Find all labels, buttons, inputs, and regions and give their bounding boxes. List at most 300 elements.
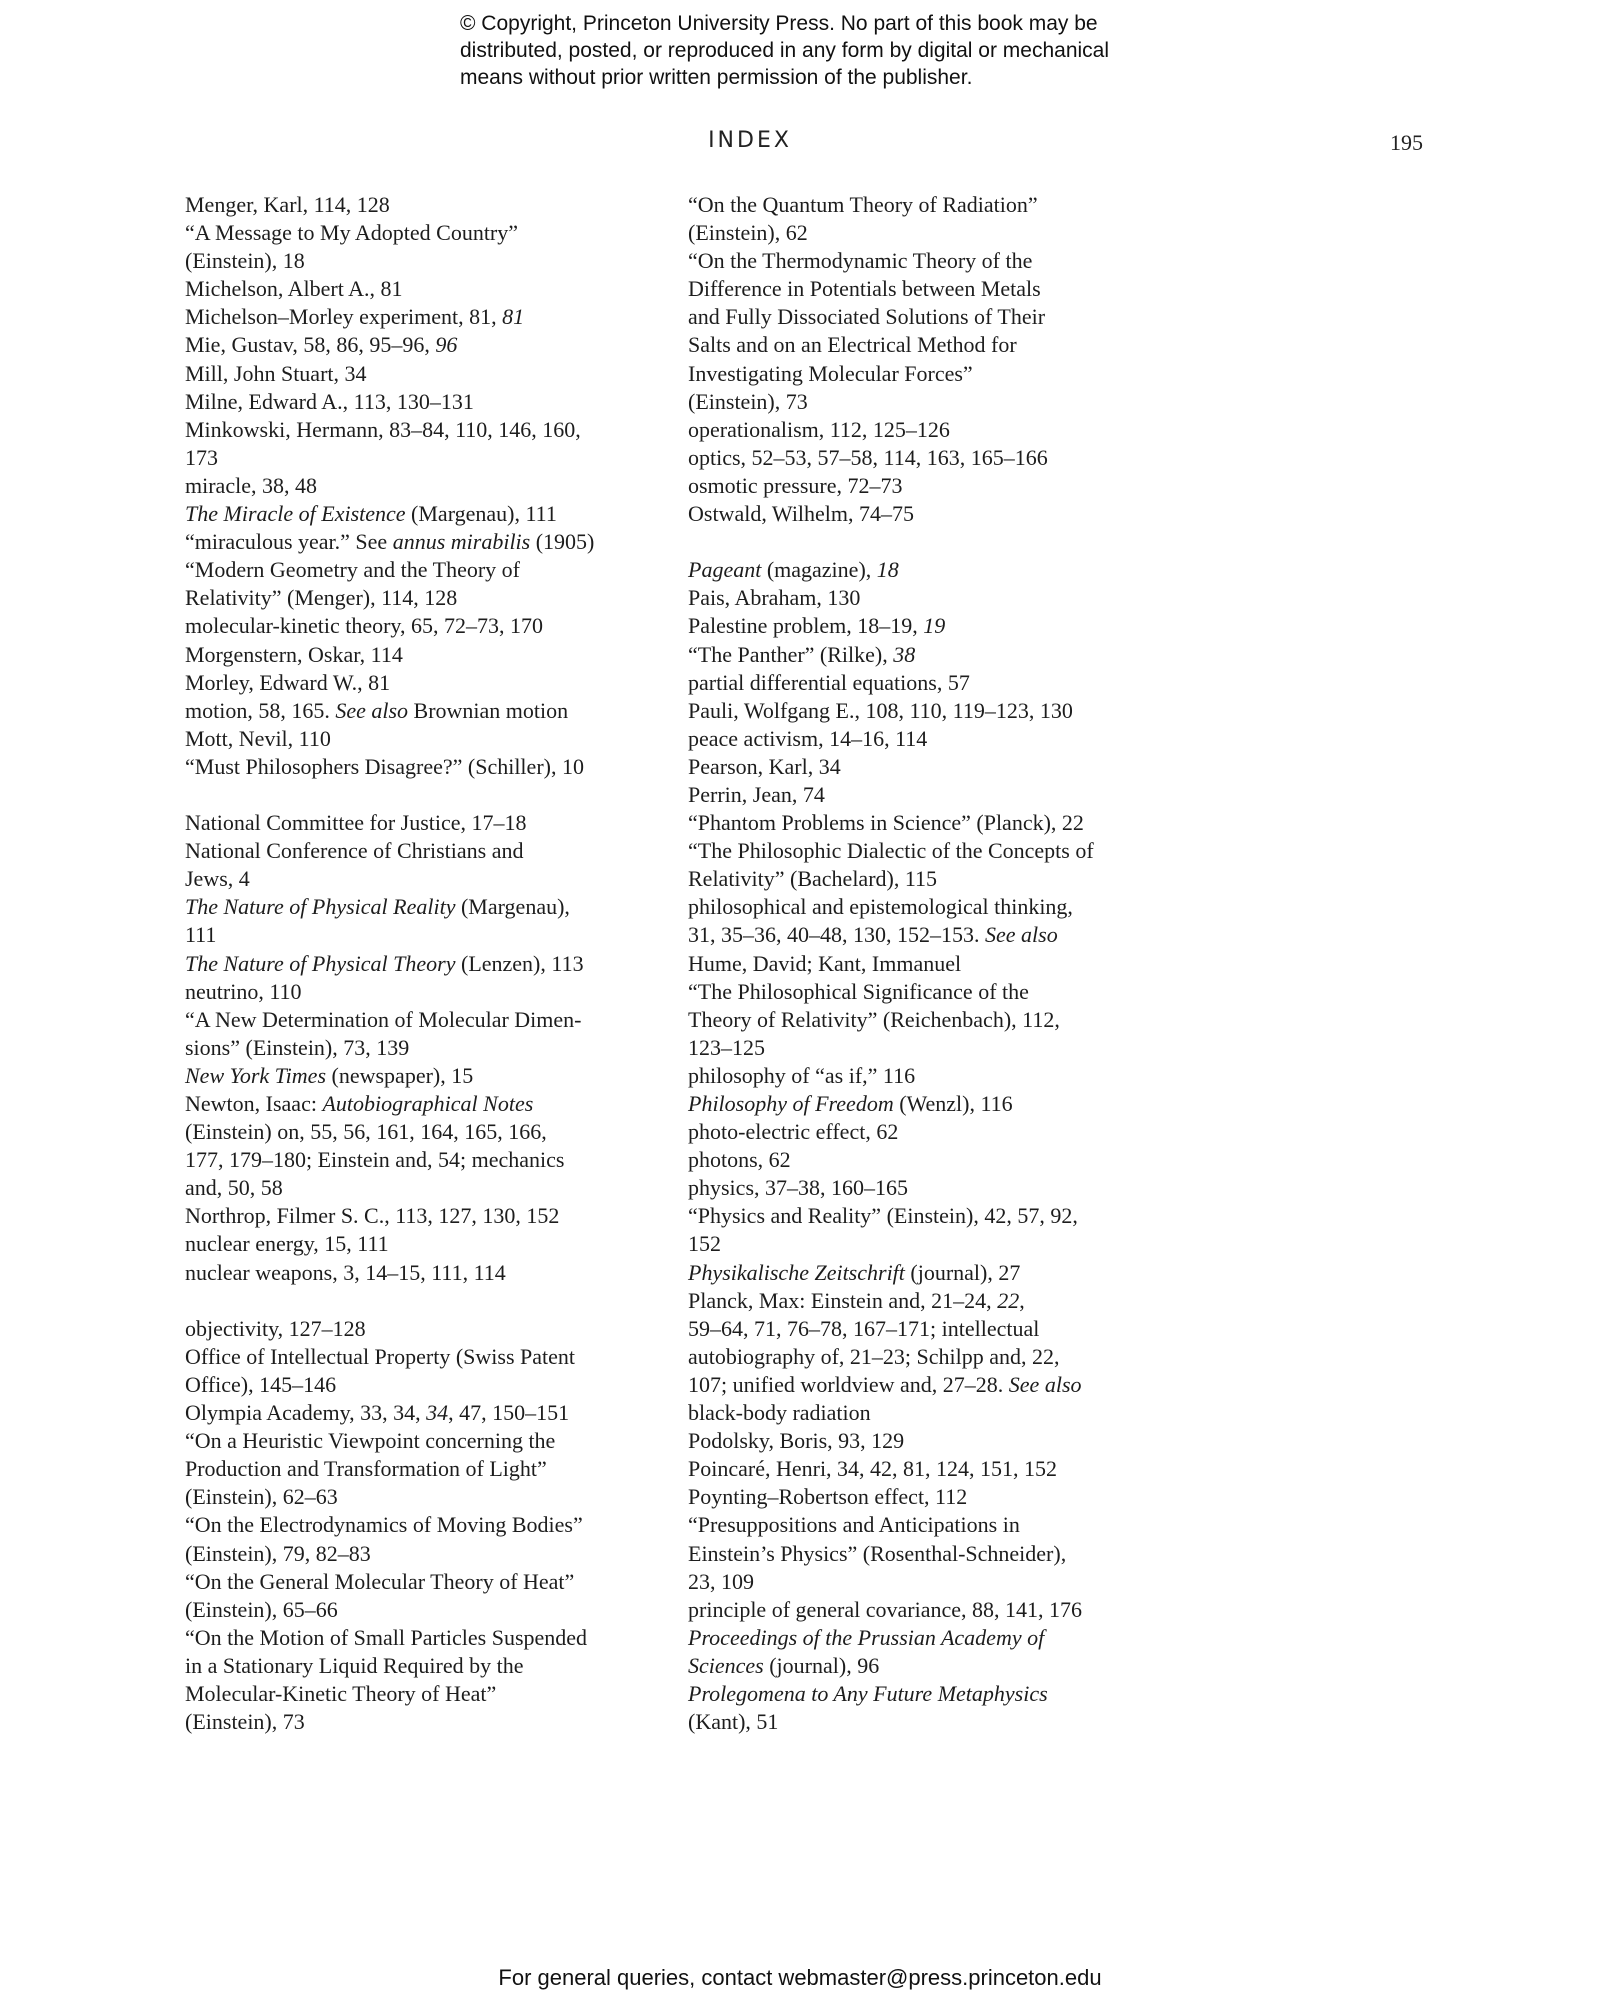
- index-entry-line: [185, 500, 675, 528]
- index-entry: [185, 388, 675, 416]
- entry-text: nuclear weapons, 3, 14–15, 111, 114: [185, 1259, 506, 1285]
- index-entry-line: [185, 1174, 675, 1202]
- index-entry-line: [185, 219, 675, 247]
- index-entry: [688, 1118, 1188, 1146]
- index-entry: [185, 1090, 675, 1202]
- index-entry: [185, 303, 675, 331]
- index-entry-line: [688, 416, 1188, 444]
- index-entry-line: [185, 1568, 675, 1596]
- index-entry-line: [185, 303, 675, 331]
- entry-text: peace activism, 14–16, 114: [688, 725, 928, 751]
- italic-text: The Miracle of Existence: [185, 501, 406, 527]
- index-entry-line: [688, 584, 1188, 612]
- index-entry-line: [185, 1343, 675, 1371]
- entry-text: molecular-kinetic theory, 65, 72–73, 170: [185, 613, 543, 639]
- index-entry: [185, 612, 675, 640]
- index-entry: [185, 416, 675, 472]
- entry-text: Menger, Karl, 114, 128: [185, 192, 390, 217]
- entry-text: “On the General Molecular Theory of Heat”: [185, 1568, 575, 1594]
- entry-text: Relativity” (Menger), 114, 128: [185, 585, 458, 611]
- index-entry-line: [185, 1708, 675, 1736]
- index-entry-line: [185, 247, 675, 275]
- entry-text: (Einstein), 73: [688, 388, 808, 414]
- index-entry: [688, 641, 1188, 669]
- entry-text: “Phantom Problems in Science” (Planck), 22: [688, 810, 1084, 836]
- index-entry: [185, 360, 675, 388]
- entry-text: Mill, John Stuart, 34: [185, 360, 367, 386]
- entry-text: Newton, Isaac:: [185, 1091, 323, 1116]
- index-entry-line: [688, 360, 1188, 388]
- entry-text: nuclear energy, 15, 111: [185, 1231, 389, 1257]
- copyright-line: © Copyright, Princeton University Press. No part of this book may be: [460, 12, 1098, 35]
- index-entry-line: [185, 837, 675, 865]
- index-entry-line: [688, 500, 1188, 528]
- italic-text: See also: [335, 697, 409, 723]
- index-entry: [185, 1259, 675, 1287]
- index-entry-line: [688, 556, 1188, 584]
- entry-text: sions” (Einstein), 73, 139: [185, 1034, 410, 1060]
- entry-text: in a Stationary Liquid Required by the: [185, 1652, 524, 1678]
- index-entry: [688, 1174, 1188, 1202]
- index-entry-line: [185, 978, 675, 1006]
- index-entry-line: [185, 1427, 675, 1455]
- index-entry-line: [185, 893, 675, 921]
- index-entry-line: [688, 1006, 1188, 1034]
- entry-text: (1905): [530, 529, 595, 555]
- index-entry-line: [688, 1146, 1188, 1174]
- italic-text: 19: [923, 613, 946, 639]
- entry-text: Perrin, Jean, 74: [688, 781, 825, 807]
- entry-text: Olympia Academy, 33, 34,: [185, 1400, 427, 1426]
- entry-text: (newspaper), 15: [326, 1062, 474, 1088]
- entry-text: 59–64, 71, 76–78, 167–171; intellectual: [688, 1315, 1040, 1341]
- index-entry-line: [185, 921, 675, 949]
- entry-text: Ostwald, Wilhelm, 74–75: [688, 501, 915, 527]
- index-entry-line: [688, 921, 1188, 949]
- index-entry-line: [688, 1315, 1188, 1343]
- entry-text: Poynting–Robertson effect, 112: [688, 1484, 968, 1510]
- index-entry: [688, 1287, 1188, 1427]
- index-entry-line: [688, 781, 1188, 809]
- entry-text: “On the Electrodynamics of Moving Bodies”: [185, 1512, 583, 1538]
- index-entry: [185, 697, 675, 725]
- index-entry: [688, 472, 1188, 500]
- index-entry-line: [688, 837, 1188, 865]
- index-entry: [185, 809, 675, 837]
- index-entry-line: [688, 191, 1188, 219]
- index-entry: [185, 641, 675, 669]
- index-entry: [688, 416, 1188, 444]
- entry-text: (Kant), 51: [688, 1709, 779, 1735]
- entry-text: objectivity, 127–128: [185, 1315, 366, 1341]
- index-entry-line: [688, 275, 1188, 303]
- entry-text: miracle, 38, 48: [185, 472, 317, 498]
- entry-text: “On the Quantum Theory of Radiation”: [688, 192, 1038, 217]
- index-entry-line: [688, 247, 1188, 275]
- index-entry: [688, 556, 1188, 584]
- index-entry: [688, 837, 1188, 893]
- index-entry: [185, 837, 675, 893]
- index-entry-line: [185, 612, 675, 640]
- index-entry-line: [185, 1680, 675, 1708]
- entry-text: Difference in Potentials between Metals: [688, 276, 1041, 302]
- index-entry-line: [688, 1174, 1188, 1202]
- entry-text: “On the Thermodynamic Theory of the: [688, 248, 1033, 274]
- index-entry: [688, 1455, 1188, 1483]
- index-entry-line: [688, 219, 1188, 247]
- entry-text: black-body radiation: [688, 1400, 871, 1426]
- entry-text: Theory of Relativity” (Reichenbach), 112,: [688, 1006, 1060, 1032]
- entry-text: Mie, Gustav, 58, 86, 95–96,: [185, 332, 436, 358]
- index-entry-line: [688, 1708, 1188, 1736]
- index-entry-line: [185, 388, 675, 416]
- index-entry: [185, 1399, 675, 1427]
- index-entry-line: [688, 1202, 1188, 1230]
- italic-text: Sciences: [688, 1652, 764, 1678]
- index-entry: [688, 584, 1188, 612]
- entry-text: optics, 52–53, 57–58, 114, 163, 165–166: [688, 444, 1048, 470]
- entry-text: neutrino, 110: [185, 978, 302, 1004]
- index-entry-line: [185, 641, 675, 669]
- index-entry: [185, 528, 675, 556]
- entry-text: Northrop, Filmer S. C., 113, 127, 130, 152: [185, 1203, 560, 1229]
- entry-text: motion, 58, 165.: [185, 697, 336, 723]
- footer-contact: For general queries, contact webmaster@press.princeton.edu: [498, 1965, 1102, 1990]
- index-entry: [185, 1315, 675, 1343]
- entry-text: philosophy of “as if,” 116: [688, 1062, 916, 1088]
- index-entry-line: [688, 1455, 1188, 1483]
- entry-text: 152: [688, 1231, 721, 1257]
- index-entry: [185, 1006, 675, 1062]
- entry-text: Podolsky, Boris, 93, 129: [688, 1428, 905, 1454]
- index-entry-line: [185, 1146, 675, 1174]
- entry-text: 123–125: [688, 1034, 765, 1060]
- index-entry: [688, 978, 1188, 1062]
- entry-text: operationalism, 112, 125–126: [688, 416, 950, 442]
- index-entry-line: [688, 1399, 1188, 1427]
- index-entry-line: [185, 1596, 675, 1624]
- letter-group-break: [688, 528, 1188, 556]
- entry-text: “Must Philosophers Disagree?” (Schiller), 10: [185, 753, 584, 779]
- italic-text: Philosophy of Freedom: [688, 1091, 894, 1116]
- index-entry-line: [688, 1287, 1188, 1315]
- entry-text: Pauli, Wolfgang E., 108, 110, 119–123, 130: [688, 697, 1073, 723]
- index-entry-line: [688, 444, 1188, 472]
- entry-text: partial differential equations, 57: [688, 669, 970, 695]
- index-entry-line: [185, 697, 675, 725]
- index-entry: [185, 191, 675, 219]
- entry-text: 107; unified worldview and, 27–28.: [688, 1371, 1009, 1397]
- index-entry-line: [185, 753, 675, 781]
- index-entry: [688, 893, 1188, 977]
- index-entry: [185, 472, 675, 500]
- index-entry: [688, 500, 1188, 528]
- index-entry-line: [688, 978, 1188, 1006]
- entry-text: Milne, Edward A., 113, 130–131: [185, 388, 474, 414]
- italic-text: Pageant: [688, 557, 762, 583]
- entry-text: (Einstein), 79, 82–83: [185, 1540, 371, 1566]
- index-entry-line: [185, 360, 675, 388]
- entry-text: (journal), 96: [763, 1652, 880, 1678]
- index-entry-line: [185, 1006, 675, 1034]
- index-entry-line: [185, 1090, 675, 1118]
- index-entry-line: [688, 641, 1188, 669]
- index-entry-line: [688, 1034, 1188, 1062]
- italic-text: 81: [502, 304, 525, 330]
- copyright-notice: [460, 10, 1220, 91]
- index-entry-line: [185, 444, 675, 472]
- index-entry: [688, 1511, 1188, 1595]
- entry-text: Relativity” (Bachelard), 115: [688, 866, 938, 892]
- index-entry: [688, 781, 1188, 809]
- entry-text: 177, 179–180; Einstein and, 54; mechanics: [185, 1147, 565, 1173]
- index-entry-line: [688, 809, 1188, 837]
- index-entry-line: [185, 669, 675, 697]
- index-entry-line: [688, 893, 1188, 921]
- index-entry: [688, 1202, 1188, 1258]
- entry-text: 111: [185, 922, 217, 948]
- italic-text: See also: [1008, 1371, 1082, 1397]
- entry-text: ,: [1019, 1287, 1025, 1313]
- entry-text: National Committee for Justice, 17–18: [185, 810, 527, 836]
- entry-text: Molecular-Kinetic Theory of Heat”: [185, 1680, 497, 1706]
- entry-text: 31, 35–36, 40–48, 130, 152–153.: [688, 922, 985, 948]
- index-entry-line: [185, 528, 675, 556]
- index-entry-line: [185, 1062, 675, 1090]
- italic-text: 38: [893, 641, 916, 667]
- index-entry: [688, 1259, 1188, 1287]
- index-entry: [185, 1062, 675, 1090]
- index-entry-line: [185, 1202, 675, 1230]
- index-entry: [688, 753, 1188, 781]
- index-entry: [688, 1090, 1188, 1118]
- index-entry-line: [688, 669, 1188, 697]
- index-entry-line: [688, 725, 1188, 753]
- index-entry-line: [688, 1118, 1188, 1146]
- index-entry-line: [688, 331, 1188, 359]
- entry-text: 23, 109: [688, 1568, 754, 1594]
- entry-text: (Einstein) on, 55, 56, 161, 164, 165, 166,: [185, 1119, 547, 1145]
- index-entry-line: [688, 1259, 1188, 1287]
- entry-text: (Wenzl), 116: [893, 1091, 1013, 1116]
- italic-text: The Nature of Physical Theory: [185, 950, 456, 976]
- entry-text: philosophical and epistemological thinking,: [688, 894, 1073, 920]
- running-head-title: INDEX: [708, 128, 792, 153]
- index-entry: [185, 1511, 675, 1567]
- entry-text: Hume, David; Kant, Immanuel: [688, 950, 962, 976]
- entry-text: (journal), 27: [904, 1259, 1021, 1285]
- entry-text: “A New Determination of Molecular Dimen-: [185, 1006, 582, 1032]
- index-entry-line: [185, 1652, 675, 1680]
- index-entry-line: [185, 472, 675, 500]
- index-entry: [688, 669, 1188, 697]
- entry-text: “On a Heuristic Viewpoint concerning the: [185, 1428, 556, 1454]
- letter-group-break: [185, 1287, 675, 1315]
- entry-text: “Modern Geometry and the Theory of: [185, 557, 520, 583]
- index-entry: [688, 191, 1188, 247]
- index-entry: [688, 612, 1188, 640]
- italic-text: See also: [985, 922, 1058, 948]
- italic-text: 34: [426, 1400, 449, 1426]
- italic-text: Proceedings of the Prussian Academy of: [688, 1624, 1045, 1650]
- entry-text: “The Philosophic Dialectic of the Concepts of: [688, 838, 1094, 864]
- index-entry-line: [185, 809, 675, 837]
- index-entry: [185, 669, 675, 697]
- index-entry: [688, 809, 1188, 837]
- italic-text: 96: [435, 332, 458, 358]
- index-entry: [688, 444, 1188, 472]
- entry-text: Planck, Max: Einstein and, 21–24,: [688, 1287, 998, 1313]
- index-entry-line: [185, 584, 675, 612]
- index-column-left: [185, 191, 675, 1736]
- entry-text: “The Panther” (Rilke),: [688, 641, 894, 667]
- index-entry: [185, 950, 675, 978]
- index-entry-line: [185, 1230, 675, 1258]
- index-entry: [185, 1568, 675, 1624]
- index-entry-line: [688, 697, 1188, 725]
- italic-text: Autobiographical Notes: [322, 1091, 534, 1116]
- italic-text: 22: [997, 1287, 1020, 1313]
- index-entry-line: [688, 303, 1188, 331]
- copyright-line: distributed, posted, or reproduced in any form by digital or mechanical: [460, 39, 1110, 62]
- entry-text: Poincaré, Henri, 34, 42, 81, 124, 151, 152: [688, 1456, 1058, 1482]
- index-entry: [185, 556, 675, 612]
- index-entry-line: [688, 1062, 1188, 1090]
- entry-text: Pais, Abraham, 130: [688, 585, 861, 611]
- entry-text: Morley, Edward W., 81: [185, 669, 391, 695]
- entry-text: “On the Motion of Small Particles Suspended: [185, 1624, 588, 1650]
- entry-text: (Einstein), 18: [185, 248, 305, 274]
- index-entry-line: [688, 1090, 1188, 1118]
- index-entry-line: [185, 556, 675, 584]
- index-entry: [688, 247, 1188, 416]
- index-entry: [185, 725, 675, 753]
- index-entry: [185, 978, 675, 1006]
- index-entry-line: [688, 1568, 1188, 1596]
- entry-text: (Margenau),: [455, 894, 570, 920]
- index-entry: [185, 275, 675, 303]
- entry-text: Pearson, Karl, 34: [688, 753, 841, 779]
- index-entry-line: [185, 950, 675, 978]
- index-entry-line: [688, 1371, 1188, 1399]
- index-entry-line: [688, 388, 1188, 416]
- index-entry-line: [185, 191, 675, 219]
- entry-text: “The Philosophical Significance of the: [688, 978, 1029, 1004]
- entry-text: Morgenstern, Oskar, 114: [185, 641, 403, 667]
- entry-text: National Conference of Christians and: [185, 838, 524, 864]
- entry-text: Brownian motion: [408, 697, 569, 723]
- index-entry: [688, 725, 1188, 753]
- index-entry: [185, 500, 675, 528]
- entry-text: osmotic pressure, 72–73: [688, 472, 903, 498]
- entry-text: Michelson–Morley experiment, 81,: [185, 304, 503, 330]
- entry-text: (Margenau), 111: [405, 501, 557, 527]
- index-entry-line: [688, 1680, 1188, 1708]
- italic-text: 18: [876, 557, 899, 583]
- index-entry: [688, 1624, 1188, 1680]
- entry-text: Office of Intellectual Property (Swiss Patent: [185, 1343, 575, 1369]
- index-entry: [185, 753, 675, 781]
- entry-text: Jews, 4: [185, 866, 250, 892]
- italic-text: Prolegomena to Any Future Metaphysics: [688, 1680, 1048, 1706]
- index-entry-line: [688, 1427, 1188, 1455]
- index-entry: [185, 1343, 675, 1399]
- entry-text: physics, 37–38, 160–165: [688, 1175, 908, 1201]
- index-entry-line: [688, 1230, 1188, 1258]
- page-number: 195: [1390, 130, 1423, 155]
- entry-text: 173: [185, 444, 218, 470]
- entry-text: (Einstein), 65–66: [185, 1596, 338, 1622]
- entry-text: photons, 62: [688, 1147, 791, 1173]
- entry-text: “miraculous year.” See: [185, 529, 393, 555]
- entry-text: “Physics and Reality” (Einstein), 42, 57, 92,: [688, 1203, 1078, 1229]
- index-entry-line: [688, 1540, 1188, 1568]
- entry-text: “A Message to My Adopted Country”: [185, 220, 519, 246]
- index-entry-line: [185, 1371, 675, 1399]
- index-entry: [688, 1680, 1188, 1736]
- index-entry-line: [185, 1118, 675, 1146]
- italic-text: New York Times: [185, 1062, 327, 1088]
- index-entry: [185, 1230, 675, 1258]
- index-entry-line: [688, 1343, 1188, 1371]
- italic-text: annus mirabilis: [392, 529, 531, 555]
- index-entry-line: [185, 1259, 675, 1287]
- index-entry-line: [688, 753, 1188, 781]
- index-entry-line: [185, 1455, 675, 1483]
- index-entry-line: [688, 1652, 1188, 1680]
- italic-text: The Nature of Physical Reality: [185, 894, 456, 920]
- entry-text: , 47, 150–151: [448, 1400, 570, 1426]
- index-entry: [688, 1427, 1188, 1455]
- index-entry: [688, 1062, 1188, 1090]
- entry-text: principle of general covariance, 88, 141, 176: [688, 1596, 1083, 1622]
- index-entry-line: [688, 612, 1188, 640]
- entry-text: Office), 145–146: [185, 1371, 337, 1397]
- entry-text: autobiography of, 21–23; Schilpp and, 22,: [688, 1343, 1060, 1369]
- entry-text: (Lenzen), 113: [455, 950, 584, 976]
- entry-text: “Presuppositions and Anticipations in: [688, 1512, 1020, 1538]
- index-entry-line: [185, 725, 675, 753]
- entry-text: Mott, Nevil, 110: [185, 725, 331, 751]
- entry-text: (Einstein), 62–63: [185, 1484, 338, 1510]
- entry-text: photo-electric effect, 62: [688, 1119, 899, 1145]
- index-entry-line: [185, 1540, 675, 1568]
- index-entry: [185, 219, 675, 275]
- index-entry: [185, 1427, 675, 1511]
- index-entry-line: [185, 331, 675, 359]
- index-entry-line: [185, 1511, 675, 1539]
- index-entry: [185, 1624, 675, 1736]
- entry-text: and, 50, 58: [185, 1175, 283, 1201]
- copyright-line: means without prior written permission of the publisher.: [460, 66, 973, 89]
- entry-text: Salts and on an Electrical Method for: [688, 332, 1017, 358]
- entry-text: Einstein’s Physics” (Rosenthal-Schneider),: [688, 1540, 1067, 1566]
- index-entry-line: [688, 1596, 1188, 1624]
- index-entry-line: [688, 1624, 1188, 1652]
- index-entry-line: [185, 416, 675, 444]
- entry-text: Production and Transformation of Light”: [185, 1456, 547, 1482]
- index-entry-line: [185, 1624, 675, 1652]
- italic-text: Physikalische Zeitschrift: [688, 1259, 905, 1285]
- index-entry: [688, 1146, 1188, 1174]
- entry-text: Michelson, Albert A., 81: [185, 276, 403, 302]
- entry-text: Investigating Molecular Forces”: [688, 360, 973, 386]
- index-entry-line: [688, 1483, 1188, 1511]
- entry-text: (Einstein), 73: [185, 1709, 305, 1735]
- index-entry-line: [688, 950, 1188, 978]
- letter-group-break: [185, 781, 675, 809]
- index-entry: [185, 893, 675, 949]
